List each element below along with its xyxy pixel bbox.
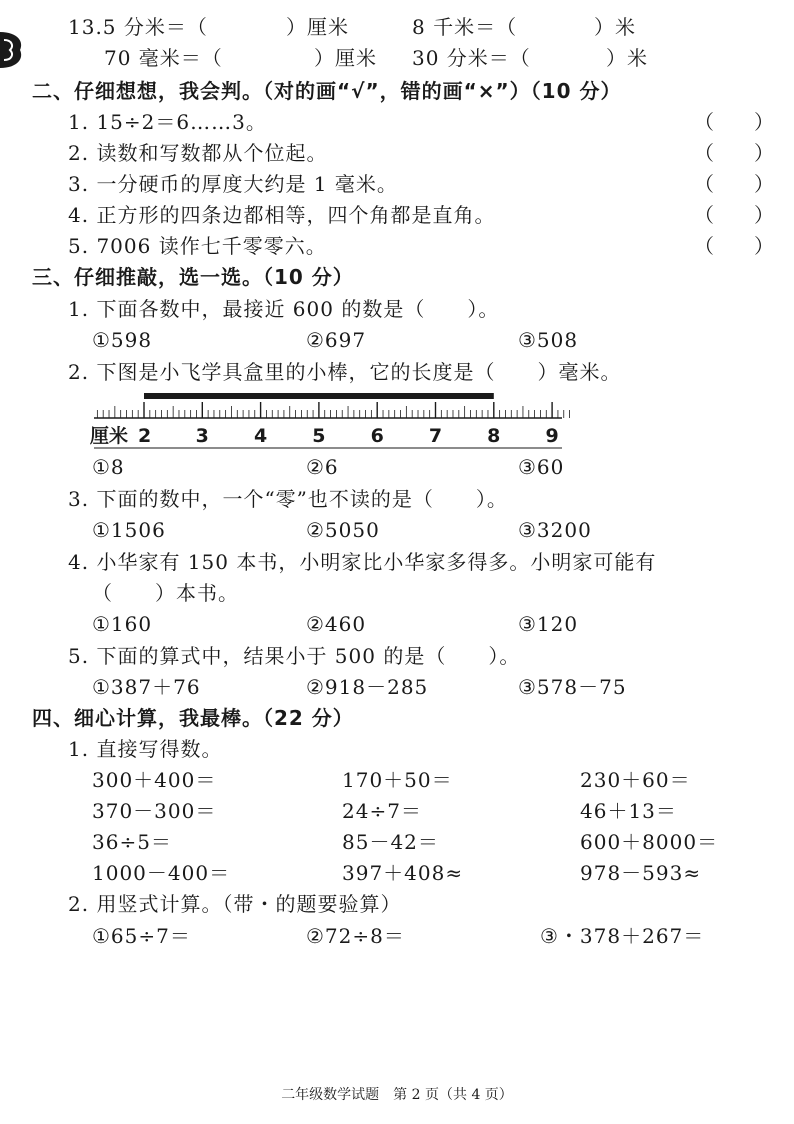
- choice-q5-opt1[interactable]: ①387＋76: [92, 675, 201, 699]
- judge-item-1: 1. 15÷2＝6……3。: [68, 110, 267, 134]
- conv-2d: ）米: [606, 46, 648, 70]
- conv-1b: ）厘米: [286, 15, 349, 39]
- calc-2-2[interactable]: 24÷7＝: [342, 799, 422, 823]
- ruler-label: 7: [428, 425, 443, 447]
- calc-sub1: 1. 直接写得数。: [68, 737, 223, 761]
- calc-4-1[interactable]: 1000－400＝: [92, 861, 231, 885]
- ruler-label: 4: [253, 425, 268, 447]
- judge-item-5: 5. 7006 读作七千零零六。: [68, 234, 327, 258]
- choice-q4: 4. 小华家有 150 本书，小明家比小华家多得多。小明家可能有: [68, 550, 657, 574]
- ruler-label: 3: [195, 425, 209, 447]
- ruler-label: 5: [312, 425, 326, 447]
- vertical-calc-2[interactable]: ②72÷8＝: [306, 924, 405, 948]
- choice-q4-opt2[interactable]: ②460: [306, 612, 367, 636]
- calc-1-3[interactable]: 230＋60＝: [580, 768, 691, 792]
- choice-q4-opt3[interactable]: ③120: [518, 612, 579, 636]
- judge-item-2: 2. 读数和写数都从个位起。: [68, 141, 328, 165]
- page-footer: 二年级数学试题 第 2 页（共 4 页）: [281, 1087, 513, 1103]
- choice-q2-opt1[interactable]: ①8: [92, 455, 125, 479]
- ruler-figure: [90, 386, 570, 452]
- judge-answer-1[interactable]: （ ）: [694, 110, 774, 134]
- choice-q3: 3. 下面的数中，一个“零”也不读的是（ ）。: [68, 487, 508, 511]
- conv-1d: ）米: [594, 15, 636, 39]
- conv-1a: 13.5 分米＝（: [68, 15, 208, 39]
- choice-q4-cont: （ ）本书。: [92, 581, 239, 605]
- choice-q1-opt2[interactable]: ②697: [306, 328, 367, 352]
- stick: [144, 393, 494, 399]
- choice-q3-opt1[interactable]: ①1506: [92, 518, 166, 542]
- ruler-label: 6: [370, 425, 384, 447]
- choice-q2: 2. 下图是小飞学具盒里的小棒，它的长度是（ ）毫米。: [68, 360, 622, 384]
- judge-answer-4[interactable]: （ ）: [694, 203, 774, 227]
- choice-q4-opt1[interactable]: ①160: [92, 612, 153, 636]
- judge-answer-2[interactable]: （ ）: [694, 141, 774, 165]
- conv-2b: ）厘米: [314, 46, 377, 70]
- ruler-labels: [138, 425, 559, 447]
- choice-q2-opt2[interactable]: ②6: [306, 455, 339, 479]
- conv-2c: 30 分米＝（: [412, 46, 531, 70]
- calc-1-2[interactable]: 170＋50＝: [342, 768, 453, 792]
- section-3-heading: 三、仔细推敲，选一选。（10 分）: [32, 265, 354, 289]
- ruler-label: 2: [138, 425, 152, 447]
- choice-q5: 5. 下面的算式中，结果小于 500 的是（ ）。: [68, 644, 521, 668]
- calc-4-2[interactable]: 397＋408≈: [342, 861, 464, 885]
- choice-q3-opt2[interactable]: ②5050: [306, 518, 380, 542]
- choice-q5-opt3[interactable]: ③578－75: [518, 675, 627, 699]
- vertical-calc-3[interactable]: ③・378＋267＝: [540, 924, 705, 948]
- conv-1c: 8 千米＝（: [412, 15, 518, 39]
- choice-q3-opt3[interactable]: ③3200: [518, 518, 592, 542]
- judge-item-3: 3. 一分硬币的厚度大约是 1 毫米。: [68, 172, 398, 196]
- choice-q1-opt1[interactable]: ①598: [92, 328, 153, 352]
- section-4-heading: 四、细心计算，我最棒。（22 分）: [32, 706, 354, 730]
- judge-answer-5[interactable]: （ ）: [694, 234, 774, 258]
- conv-2a: 70 毫米＝（: [104, 46, 223, 70]
- calc-2-3[interactable]: 46＋13＝: [580, 799, 677, 823]
- ruler-unit-label: 厘米: [90, 425, 129, 447]
- choice-q5-opt2[interactable]: ②918－285: [306, 675, 429, 699]
- choice-q1-opt3[interactable]: ③508: [518, 328, 579, 352]
- calc-3-3[interactable]: 600＋8000＝: [580, 830, 719, 854]
- ruler-ticks: [97, 402, 570, 418]
- calc-3-2[interactable]: 85－42＝: [342, 830, 439, 854]
- vertical-calc-1[interactable]: ①65÷7＝: [92, 924, 191, 948]
- calc-3-1[interactable]: 36÷5＝: [92, 830, 172, 854]
- choice-q2-opt3[interactable]: ③60: [518, 455, 565, 479]
- judge-item-4: 4. 正方形的四条边都相等，四个角都是直角。: [68, 203, 496, 227]
- calc-sub2: 2. 用竖式计算。（带・的题要验算）: [68, 892, 402, 916]
- choice-q1: 1. 下面各数中，最接近 600 的数是（ ）。: [68, 297, 500, 321]
- ruler-label: 9: [545, 425, 559, 447]
- corner-ornament-icon: [0, 28, 24, 72]
- section-2-heading: 二、仔细想想，我会判。（对的画“√”，错的画“×”）（10 分）: [32, 79, 622, 103]
- calc-1-1[interactable]: 300＋400＝: [92, 768, 217, 792]
- ruler-label: 8: [487, 425, 501, 447]
- calc-2-1[interactable]: 370－300＝: [92, 799, 217, 823]
- judge-answer-3[interactable]: （ ）: [694, 172, 774, 196]
- calc-4-3[interactable]: 978－593≈: [580, 861, 702, 885]
